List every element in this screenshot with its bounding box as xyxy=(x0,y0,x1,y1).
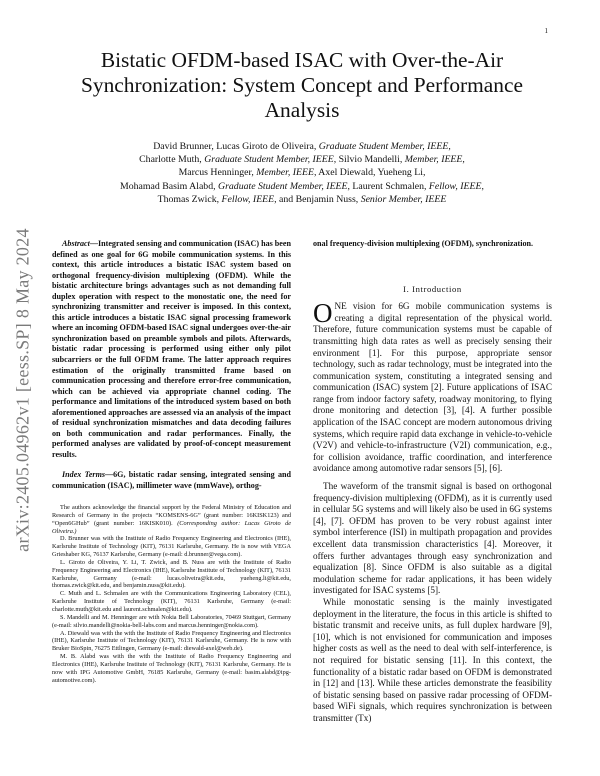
footnote-affiliation: A. Diewald was with the with the Institute of Radio Frequency Engineering and Electronics (IHE), Karlsruhe Institute of Technology (KIT), 76131 Karlsruhe, Germany. He is now with Bruker BioSpin, 76275 Ettlingen, Germany (e-mail: diewald-axel@web.de). xyxy=(52,629,291,653)
abstract-text: —Integrated sensing and communication (ISAC) has been defined as one goal for 6G mobile communication systems. In this context, this article introduces a bistatic ISAC system based on orthogonal frequency-division multiplexing (OFDM). While the bistatic architecture brings advantages such as not demanding full duplex operation with respect to the monostatic one, the need for synchronizing transmitter and receiver is imposed. In this context, this article introduces a bistatic ISAC signal processing framework where an incoming OFDM-based ISAC signal undergoes over-the-air synchronization based on preamble symbols and pilots. Afterwards, bistatic radar processing is performed using either only pilot subcarriers or the full OFDM frame. The latter approach requires estimation of the originally transmitted frame based on communication processing and therefore error-free communication, which can be achieved via appropriate channel coding. The performance and limitations of the introduced system based on both aforementioned approaches are assessed via an analysis of the impact of residual synchronization mismatches and data decoding failures on both communication and radar performances. Finally, the performed analyses are validated by proof-of-concept measurement results. xyxy=(52,239,291,459)
paper-title: Bistatic OFDM-based ISAC with Over-the-Air Synchronization: System Concept and Performance Analysis xyxy=(81,48,523,122)
intro-paragraph: While monostatic sensing is the mainly investigated deployment in the literature, the focus in this article is shifted to bistatic transmit and receive units, as full duplex hardware [9], [10], which is not envisioned for communication and imposes higher costs as well as the need to deal with self-interference, is not required for bistatic sensing [11]. In this context, the functionality of a bistatic radar based on OFDM is demonstrated in [12] and [13]. While these articles demonstrate the feasibility of bistatic sensing based on passive radar processing of OFDM-based WiFi signals, which requires synchronization is between transmitter (Tx) xyxy=(313,596,552,723)
arxiv-stamp-text: arXiv:2405.04962v1 [eess.SP] 8 May 2024 xyxy=(12,228,33,552)
footnote-affiliation: L. Giroto de Oliveira, Y. Li, T. Zwick, and B. Nuss are with the Institute of Radio Frequency Engineering and Electronics (IHE), Karlsruhe Institute of Technology (KIT), 76131 Karlsruhe, Germany (e-mail: lucas.oliveira@kit.edu, yueheng.li@kit.edu, thomas.zwick@kit.edu, and benjamin.nuss@kit.edu). xyxy=(52,558,291,590)
arxiv-stamp xyxy=(4,200,42,580)
right-column xyxy=(313,239,552,725)
index-terms xyxy=(52,470,291,491)
dropcap-letter: O xyxy=(313,298,333,329)
section-heading: I. Introduction xyxy=(403,283,462,294)
abstract-label: Abstract xyxy=(62,239,90,248)
footnote-affiliation: S. Mandelli and M. Henninger are with Nokia Bell Laboratories, 70469 Stuttgart, Germany (e-mail: silvio.mandelli@nokia-bell-labs.com and marcus.henninger@nokia.com). xyxy=(52,613,291,629)
author-line: Mohamad Basim Alabd, Graduate Student Member, IEEE, Laurent Schmalen, Fellow, IEEE, xyxy=(120,180,484,192)
intro-paragraph: The waveform of the transmit signal is based on orthogonal frequency-division multiplexing (OFDM), as it is currently used in cellular 5G systems and will likely also be used in 6G systems [4], [7]. OFDM has proven to be very robust against inter symbol interference (ISI) in multipath propagation and provides excellent data transmission characteristics [4]. Moreover, it offers further advantages through easy synchronization and equalization [8]. Since OFDM is also suitable as a digital modulation scheme for radar applications, it has been widely investigated for ISAC systems [5]. xyxy=(313,481,552,596)
footnote-affiliation: D. Brunner was with the Institute of Radio Frequency Engineering and Electronics (IHE), Karlsruhe Institute of Technology (KIT), 76131 Karlsruhe, Germany. He is now with VEGA Grieshaber KG, 76137 Karlsruhe, Germany (e-mail: d.brunner@vega.com). xyxy=(52,535,291,559)
author-line: David Brunner, Lucas Giroto de Oliveira, Graduate Student Member, IEEE, xyxy=(153,141,451,152)
author-line: Marcus Henninger, Member, IEEE, Axel Diewald, Yueheng Li, xyxy=(178,167,426,179)
left-column xyxy=(52,239,291,492)
index-terms-continuation: onal frequency-division multiplexing (OFDM), synchronization. xyxy=(313,239,534,248)
footnote-affiliation: M. B. Alabd was with the with the Institute of Radio Frequency Engineering and Electronics (IHE), Karlsruhe Institute of Technology (KIT), 76131 Karlsruhe, Germany. He is now with IPG Automotive GmbH, 76185 Karlsruhe, Germany (e-mail: basim.alabd@ipg-automotive.com). xyxy=(52,653,291,684)
footnote-affiliation: C. Muth and L. Schmalen are with the Communications Engineering Laboratory (CEL), Karlsruhe Institute of Technology (KIT), 76131 Karlsruhe, Germany (e-mail: charlotte.muth@kit.edu and laurent.schmalen@kit.edu). xyxy=(52,590,291,613)
footnote-funding: The authors acknowledge the financial support by the Federal Ministry of Education and Research of Germany in the projects “KOMSENS-6G” (grant number: 16KISK123) and “Open6GHub” (grant number: 16KISK010). (Corresponding author: Lucas Giroto de Oliveira.) xyxy=(52,504,291,535)
index-terms-text: —6G, bistatic radar sensing, integrated sensing and communication (ISAC), millimeter wave (mmWave), orthog- xyxy=(52,470,291,491)
author-list xyxy=(52,140,552,206)
intro-paragraph-text: NE vision for 6G mobile communication systems is creating a digital representation of the physical world. Therefore, future communication systems must be capable of transmitting high data rates as well as precisely sensing their environment [1]. For this purpose, appropriate sensor technology, such as radar technology, must be integrated into the communication system, constituting a integrated sensing and communication (ISAC) system [2]. Future applications of ISAC range from indoor factory safety, roadway monitoring, to flying drone monitoring and detection [3], [4]. A further possible application of the ISAC concept are modern autonomous driving systems, which require rapid data exchange in vehicle-to-vehicle (V2V) and vehicle-to-infrastructure (V2I) communication, e.g., for collision avoidance, traffic coordination, and interference avoidance among automotive radar sensors [5], [6]. xyxy=(313,301,552,474)
intro-paragraph xyxy=(313,298,552,475)
page-number: 1 xyxy=(544,27,548,35)
footnotes xyxy=(52,504,291,684)
abstract xyxy=(52,239,291,460)
author-line: Thomas Zwick, Fellow, IEEE, and Benjamin Nuss, Senior Member, IEEE xyxy=(157,193,447,205)
index-terms-label: Index Terms xyxy=(62,470,106,480)
author-line: Charlotte Muth, Graduate Student Member, IEEE, Silvio Mandelli, Member, IEEE, xyxy=(139,154,465,166)
